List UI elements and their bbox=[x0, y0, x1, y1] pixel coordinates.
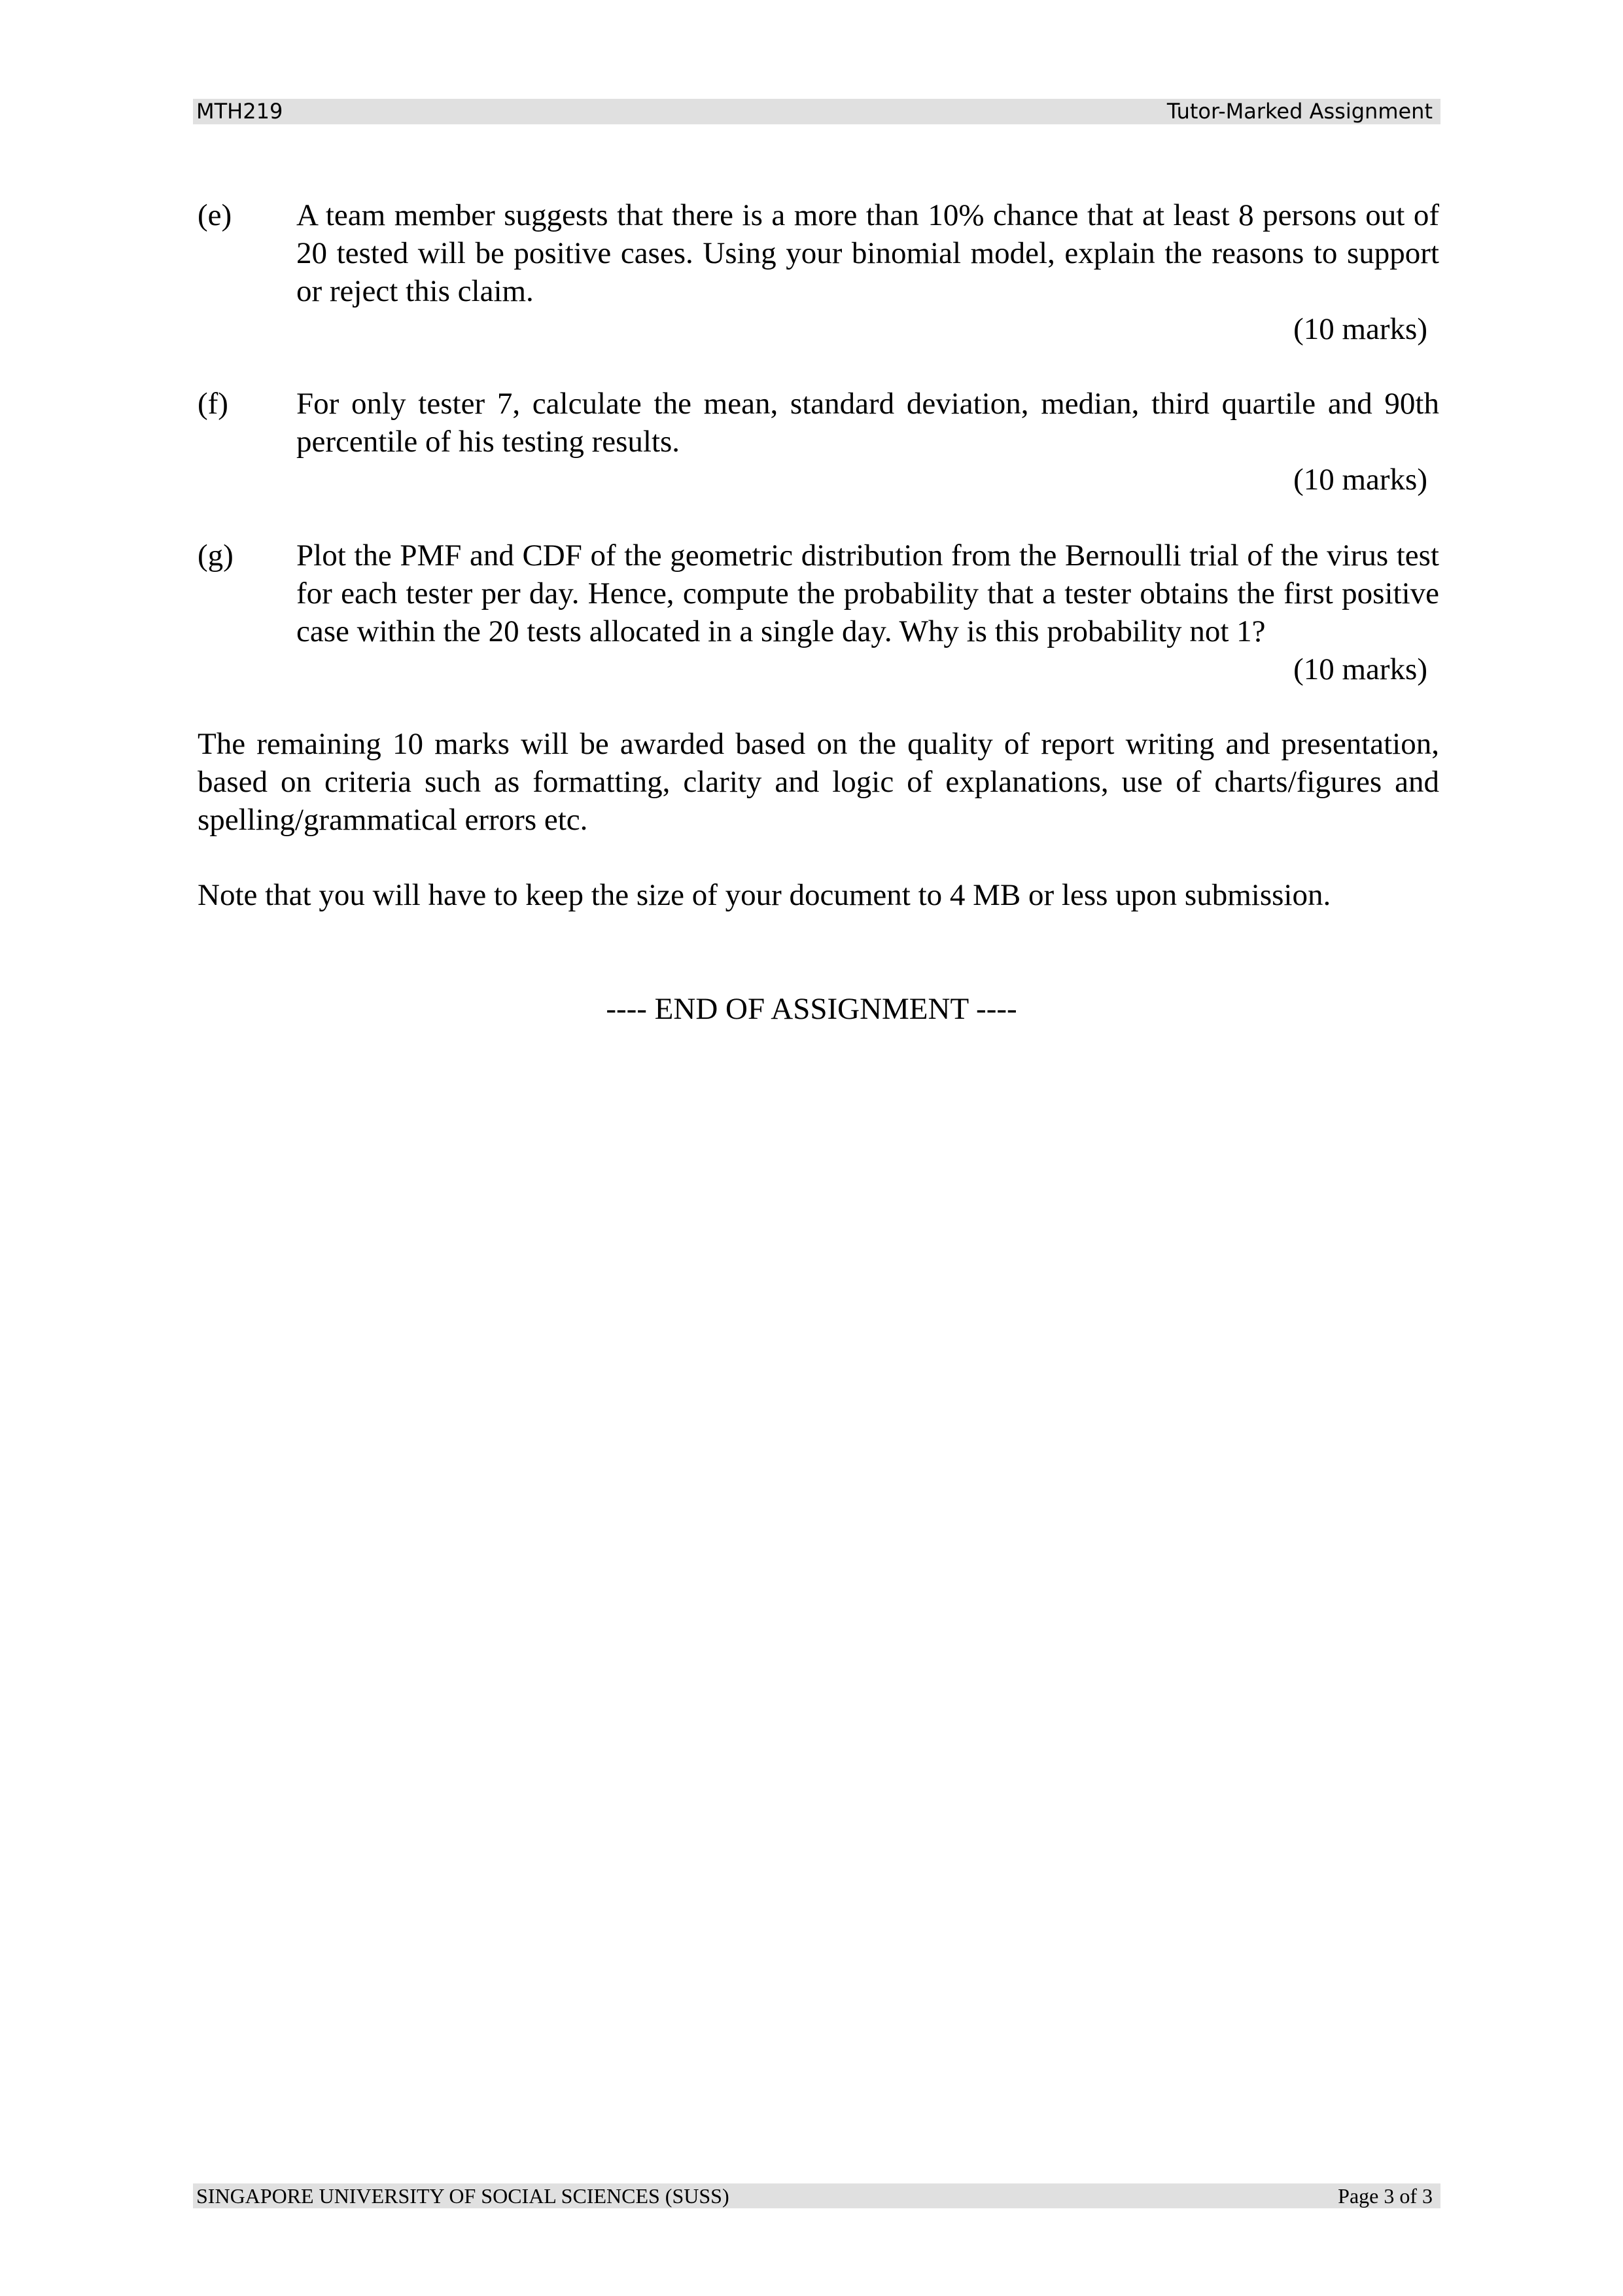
remaining-marks-note: The remaining 10 marks will be awarded based on the quality of report writing and presentation, based on criteria such as formatting, clarity and logic of explanations, use of charts/figures and spelling/grammatical errors etc. bbox=[198, 727, 1439, 837]
page-footer bbox=[193, 2183, 1440, 2208]
question-label: (f) bbox=[198, 387, 228, 421]
document-type: Tutor-Marked Assignment bbox=[1166, 99, 1433, 124]
end-of-assignment: ---- END OF ASSIGNMENT ---- bbox=[606, 992, 1017, 1026]
question-marks: (10 marks) bbox=[1293, 652, 1427, 686]
question-marks: (10 marks) bbox=[1293, 312, 1427, 346]
page-header bbox=[193, 99, 1440, 124]
question-text: Plot the PMF and CDF of the geometric distribution from the Bernoulli trial of the virus test for each tester per day. Hence, compute the probability that a tester obtains the first positive case within the 20 tests allocated in a single day. Why is this probability not 1? bbox=[296, 539, 1439, 648]
page-number: Page 3 of 3 bbox=[1338, 2184, 1433, 2208]
question-text: A team member suggests that there is a more than 10% chance that at least 8 persons out of 20 tested will be positive cases. Using your binomial model, explain the reasons to support or reject this claim. bbox=[296, 198, 1439, 308]
size-note: Note that you will have to keep the size of your document to 4 MB or less upon submission. bbox=[198, 878, 1331, 912]
question-marks: (10 marks) bbox=[1293, 463, 1427, 497]
question-label: (e) bbox=[198, 198, 232, 232]
institution-name: SINGAPORE UNIVERSITY OF SOCIAL SCIENCES (SUSS) bbox=[196, 2184, 729, 2208]
course-code: MTH219 bbox=[196, 99, 283, 124]
question-label: (g) bbox=[198, 539, 234, 573]
question-text: For only tester 7, calculate the mean, standard deviation, median, third quartile and 90th percentile of his testing results. bbox=[296, 387, 1439, 459]
